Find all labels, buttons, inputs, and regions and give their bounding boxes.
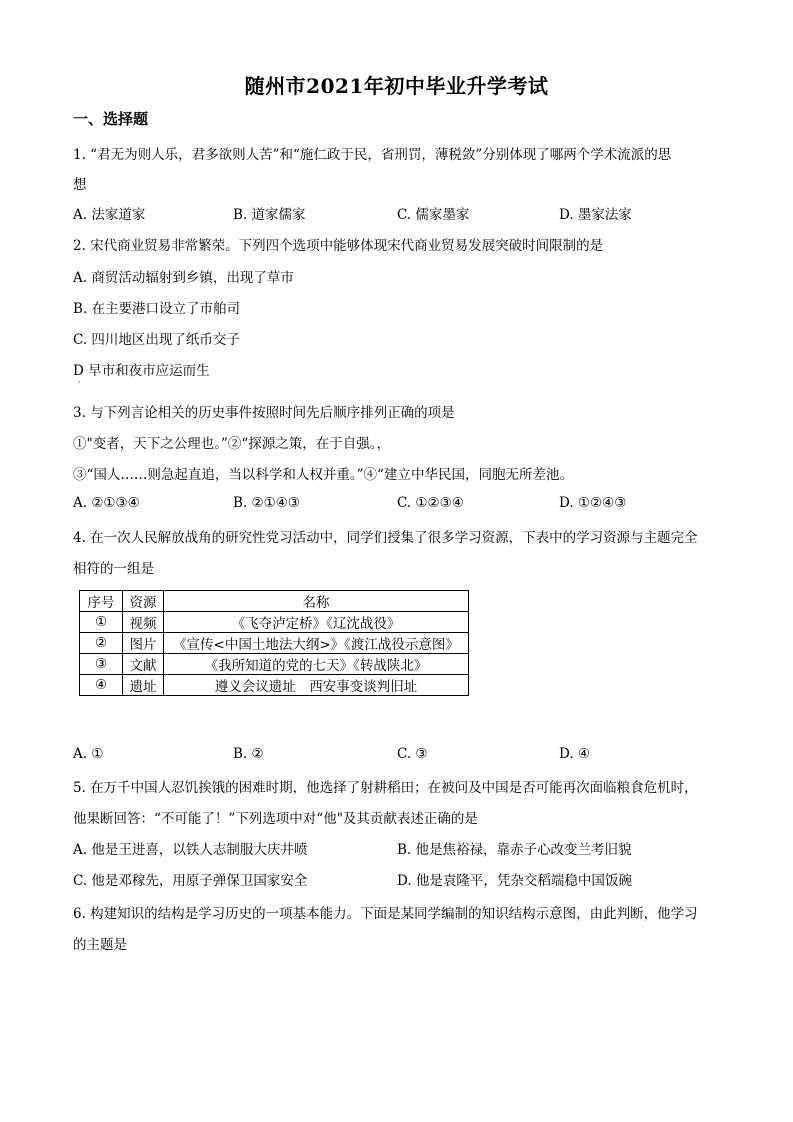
question-3-options xyxy=(73,495,723,515)
question-5-text: 5. 在万千中国人忍饥挨饿的困难时期，他选择了射耕稻田；在被问及中国是否可能再次面临粮食危机时， xyxy=(73,780,698,796)
option-a: A. 他是王进喜，以铁人志制服大庆井喷 xyxy=(73,842,308,858)
option-d: D. ④ xyxy=(559,746,591,762)
option-b: B. ②①④③ xyxy=(233,495,300,511)
table-cell: 图片 xyxy=(123,633,164,654)
table-cell: ① xyxy=(80,612,123,633)
table-row xyxy=(80,633,469,654)
question-2-text: 2. 宋代商业贸易非常繁荣。下列四个选项中能够体现宋代商业贸易发展突破时间限制的是 xyxy=(73,238,604,254)
option-a: A. ②①③④ xyxy=(73,495,140,511)
question-5-options-cd xyxy=(73,869,723,889)
option-d: D. ①②④③ xyxy=(559,495,627,511)
header-cell: 序号 xyxy=(80,591,123,612)
stray-dot: · xyxy=(78,378,81,387)
table-cell: 遗址 xyxy=(123,675,164,696)
table-cell: 《宣传<中国土地法大纲>》《渡江战役示意图》 xyxy=(164,633,469,654)
question-1-text: 1. “君无为则人乐，君多欲则人苦”和“施仁政于民，省刑罚，薄税敛”分别体现了哪两个学术流派的思 xyxy=(73,147,672,163)
question-6-text-cont: 的主题是 xyxy=(73,937,127,953)
table-cell: ④ xyxy=(80,675,123,696)
question-4-text-cont: 相符的一组是 xyxy=(73,561,154,577)
question-4-options xyxy=(73,746,723,766)
option-a: A. 商贸活动辐射到乡镇，出现了草市 xyxy=(73,270,294,286)
question-3-text: 3. 与下列言论相关的历史事件按照时间先后顺序排列正确的项是 xyxy=(73,405,455,421)
question-3-quote-2: ③“国人……则急起直追，当以科学和人权并重。”④“建立中华民国，同胞无所差池。 xyxy=(73,467,573,483)
option-d: D. 他是袁隆平，凭杂交稻端稳中国饭碗 xyxy=(397,873,632,889)
question-1-text-cont: 想 xyxy=(73,177,87,193)
question-5-options-ab xyxy=(73,838,723,858)
option-d: D 早市和夜市应运而生 xyxy=(73,363,210,379)
option-a: A. ① xyxy=(73,746,104,762)
table-cell: 遵义会议遗址 西安事变谈判旧址 xyxy=(164,675,469,696)
question-6-text: 6. 构建知识的结构是学习历史的一项基本能力。下面是某同学编制的知识结构示意图，由此判断，他学习 xyxy=(73,906,698,922)
table-row xyxy=(80,612,469,633)
option-c: C. 儒家墨家 xyxy=(397,207,470,223)
table-cell: ③ xyxy=(80,654,123,675)
question-4-text: 4. 在一次人民解放战角的研究性党习活动中，同学们授集了很多学习资源，下表中的学习资源与主题完全 xyxy=(73,530,698,546)
option-c: C. ①②③④ xyxy=(397,495,464,511)
table-row xyxy=(80,675,469,696)
option-c: C. 四川地区出现了纸币交子 xyxy=(73,332,240,348)
table-cell: 文献 xyxy=(123,654,164,675)
question-1-options xyxy=(73,203,723,223)
question-3-quote-1: ①"变者，天下之公理也。”②“探源之策，在于自强。， xyxy=(73,436,391,452)
option-b: B. 道家儒家 xyxy=(233,207,306,223)
table-row xyxy=(80,654,469,675)
option-b: B. 他是焦裕禄，靠赤子心改变兰考旧貌 xyxy=(397,842,632,858)
header-cell: 名称 xyxy=(164,591,469,612)
table-cell: 《飞夺泸定桥》《辽沈战役》 xyxy=(164,612,469,633)
option-d: D. 墨家法家 xyxy=(559,207,632,223)
resource-table xyxy=(79,590,469,696)
table-cell: 《我所知道的党的七天》《转战陕北》 xyxy=(164,654,469,675)
option-c: C. 他是邓稼先，用原子弹保卫国家安全 xyxy=(73,873,308,889)
table-header-row xyxy=(80,591,469,612)
option-b: B. 在主要港口设立了市舶司 xyxy=(73,301,241,317)
exam-title: 随州市2021年初中毕业升学考试 xyxy=(244,74,549,98)
table-cell: 视频 xyxy=(123,612,164,633)
header-cell: 资源 xyxy=(123,591,164,612)
table-cell: ② xyxy=(80,633,123,654)
question-5-text-cont: 他果断回答：“不可能了！”下列选项中对“他"及其贡献表述正确的是 xyxy=(73,811,478,827)
option-b: B. ② xyxy=(233,746,264,762)
option-a: A. 法家道家 xyxy=(73,207,146,223)
section-heading: 一、选择题 xyxy=(73,110,149,128)
option-c: C. ③ xyxy=(397,746,428,762)
